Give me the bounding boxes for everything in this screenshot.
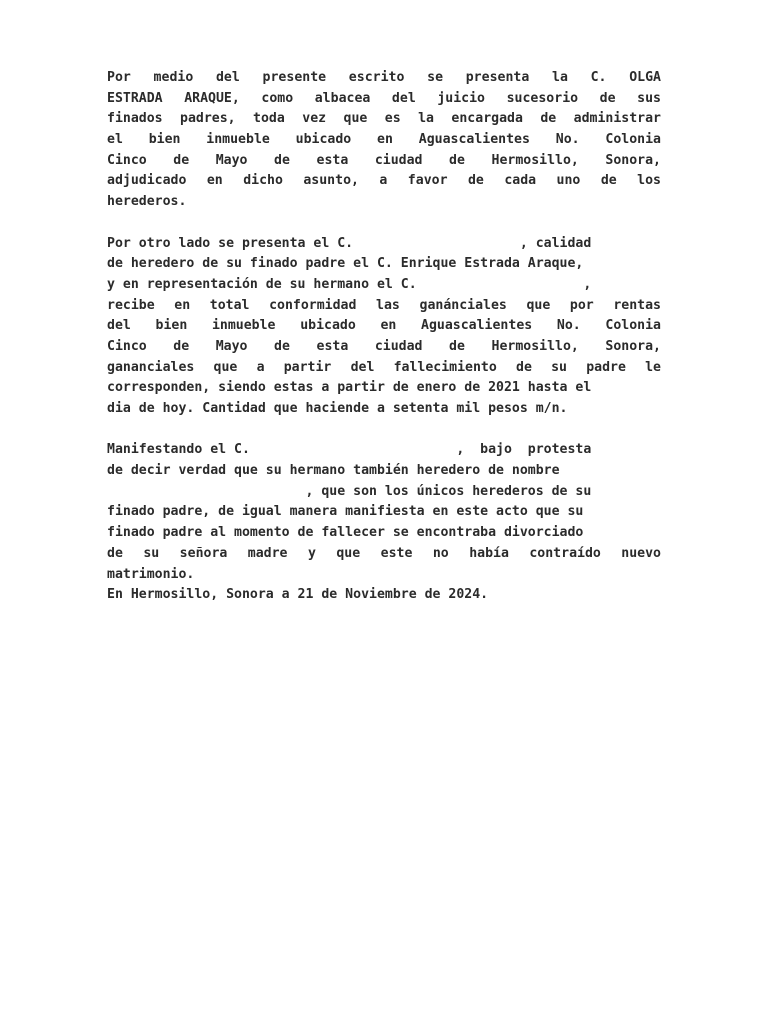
text-line: el bien inmueble ubicado en Aguascalientes No. Colonia — [107, 132, 661, 148]
text-line: ESTRADA ARAQUE, como albacea del juicio sucesorio de sus — [107, 90, 661, 106]
text-line: finado padre, de igual manera manifiesta en este acto que su — [107, 504, 584, 520]
text-line: recibe en total conformidad las ganánciales que por rentas — [107, 297, 661, 313]
text-line: Por otro lado se presenta el C. , calidad — [107, 235, 592, 251]
paragraph-heredero — [107, 234, 661, 420]
text-line: Cinco de Mayo de esta ciudad de Hermosillo, Sonora, — [107, 338, 661, 354]
text-line: de su señora madre y que este no había contraído nuevo — [107, 545, 661, 561]
text-line: corresponden, siendo estas a partir de enero de 2021 hasta el — [107, 380, 592, 396]
text-line: , que son los únicos herederos de su — [107, 483, 592, 499]
text-line: Cinco de Mayo de esta ciudad de Hermosillo, Sonora, — [107, 152, 661, 168]
text-line: herederos. — [107, 194, 187, 210]
text-line: matrimonio. — [107, 566, 195, 582]
text-line: Manifestando el C. , bajo protesta — [107, 442, 592, 458]
text-line: y en representación de su hermano el C. , — [107, 276, 592, 292]
text-line: Por medio del presente escrito se presenta la C. OLGA — [107, 70, 661, 85]
text-line: del bien inmueble ubicado en Aguascalientes No. Colonia — [107, 318, 661, 334]
paragraph-albacea — [107, 68, 661, 213]
date-line: En Hermosillo, Sonora a 21 de Noviembre de 2024. — [107, 587, 489, 603]
document-body — [107, 68, 661, 606]
text-line: finados padres, toda vez que es la encargada de administrar — [107, 111, 661, 127]
text-line: de heredero de su finado padre el C. Enrique Estrada Araque, — [107, 256, 584, 272]
text-line: de decir verdad que su hermano también heredero de nombre — [107, 463, 560, 479]
text-line: dia de hoy. Cantidad que haciende a setenta mil pesos m/n. — [107, 401, 568, 416]
text-line: finado padre al momento de fallecer se encontraba divorciado — [107, 525, 584, 541]
paragraph-manifestando — [107, 440, 661, 606]
text-line: gananciales que a partir del fallecimiento de su padre le — [107, 359, 661, 375]
text-line: adjudicado en dicho asunto, a favor de cada uno de los — [107, 173, 661, 189]
